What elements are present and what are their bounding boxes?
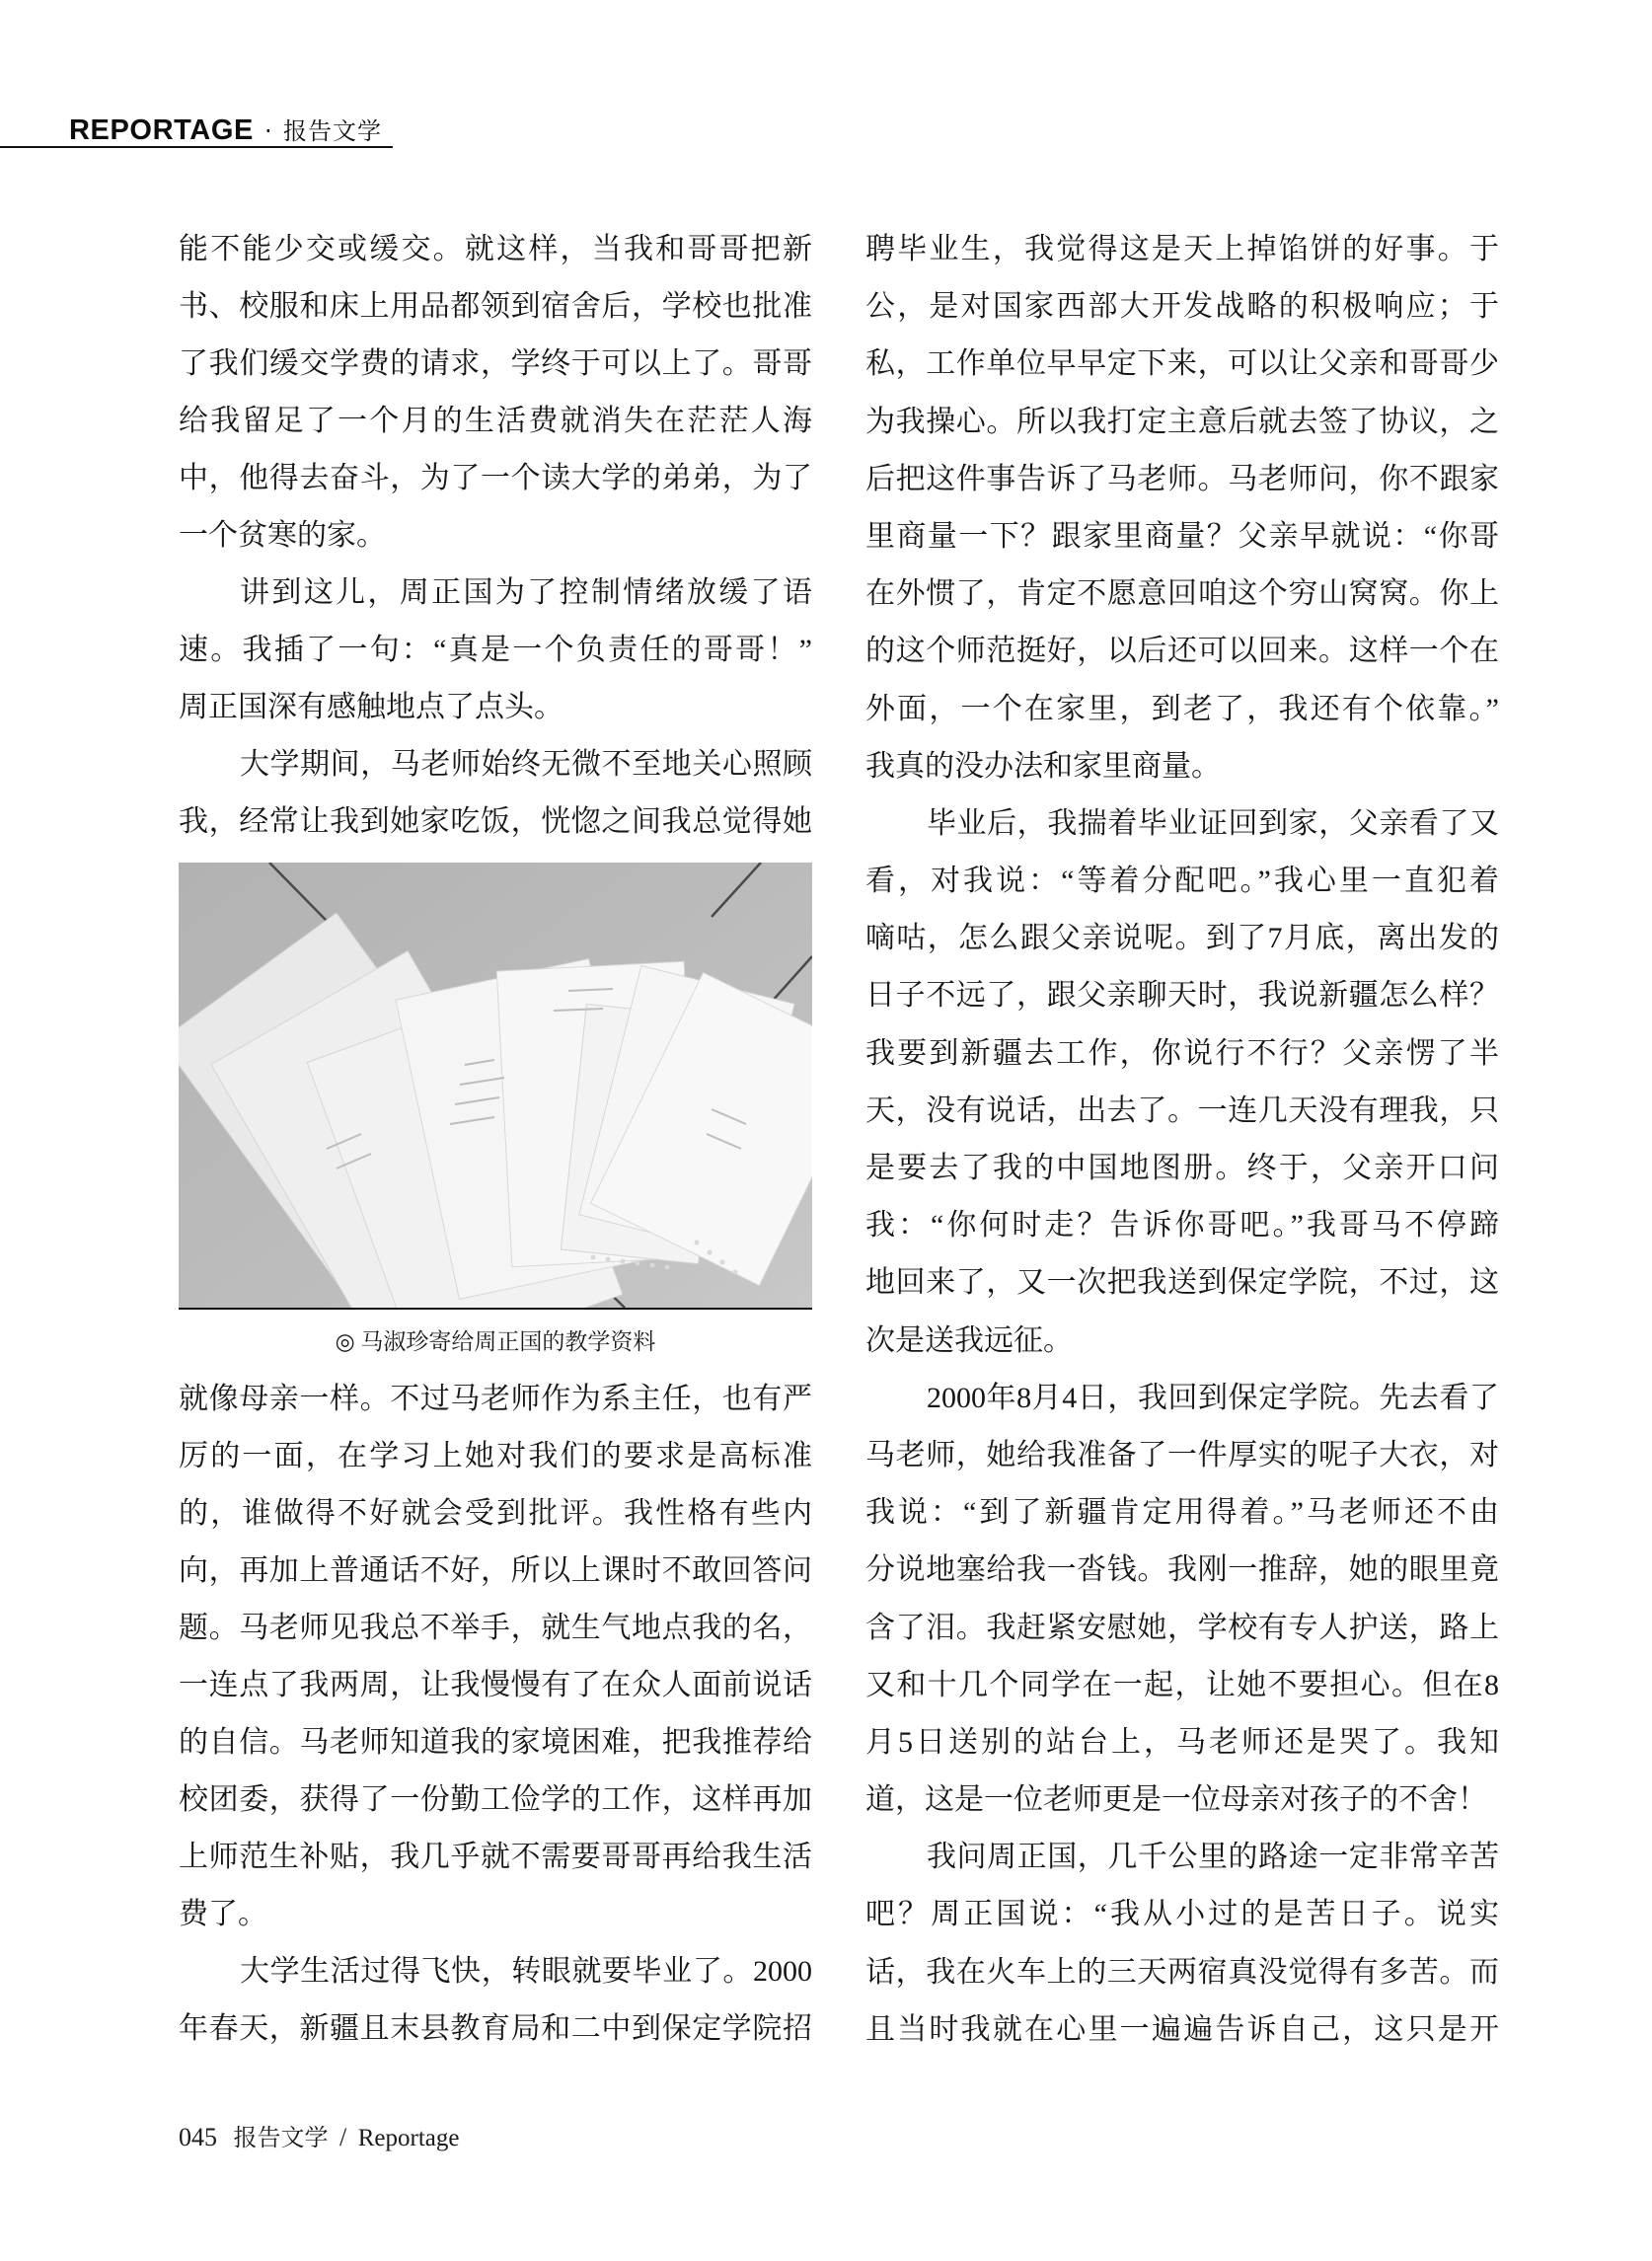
running-header-brand: REPORTAGE xyxy=(69,114,254,146)
text-line: 天，没有说话，出去了。一连几天没有理我，只 xyxy=(865,1093,1499,1127)
running-header-section: 报告文学 xyxy=(283,117,382,145)
text-line: 看，对我说：“等着分配吧。”我心里一直犯着 xyxy=(865,865,1499,898)
text-line: 我问周正国，几千公里的路途一定非常辛苦 xyxy=(927,1841,1499,1874)
text-line: 年春天，新疆且末县教育局和二中到保定学院招 xyxy=(179,2012,812,2045)
text-line: 大学生活过得飞快，转眼就要毕业了。2000 xyxy=(240,1955,812,1988)
photo-caption: ◎ 马淑珍寄给周正国的教学资料 xyxy=(335,1329,656,1354)
footer-separator: / xyxy=(339,2123,347,2151)
text-line: 道，这是一位老师更是一位母亲对孩子的不舍！ xyxy=(865,1783,1487,1817)
text-line: 聘毕业生，我觉得这是天上掉馅饼的好事。于 xyxy=(865,233,1499,265)
text-line: 就像母亲一样。不过马老师作为系主任，也有严 xyxy=(179,1383,812,1415)
left-column-top xyxy=(179,221,812,851)
text-line: 费了。 xyxy=(179,1898,267,1930)
page-number: 045 xyxy=(179,2123,217,2151)
right-column xyxy=(865,221,1499,2059)
running-header-separator: · xyxy=(264,117,272,145)
text-line: 大学期间，马老师始终无微不至地关心照顾 xyxy=(240,748,812,781)
text-line: 中，他得去奋斗，为了一个读大学的弟弟，为了 xyxy=(179,462,812,494)
text-line: 向，再加上普通话不好，所以上课时不敢回答问 xyxy=(179,1554,812,1587)
text-line: 能不能少交或缓交。就这样，当我和哥哥把新 xyxy=(179,233,812,265)
text-line: 话，我在火车上的三天两宿真没觉得有多苦。而 xyxy=(865,1955,1499,1989)
text-line: 后把这件事告诉了马老师。马老师问，你不跟家 xyxy=(865,462,1499,495)
text-line: 含了泪。我赶紧安慰她，学校有专人护送，路上 xyxy=(865,1611,1499,1644)
text-line: 月5日送别的站台上，马老师还是哭了。我知 xyxy=(865,1725,1499,1759)
text-line: 我：“你何时走？告诉你哥吧。”我哥马不停蹄 xyxy=(865,1209,1499,1243)
text-line: 里商量一下？跟家里商量？父亲早就说：“你哥 xyxy=(865,519,1499,553)
text-line: 又和十几个同学在一起，让她不要担心。但在8 xyxy=(865,1668,1499,1701)
text-line: 上师范生补贴，我几乎就不需要哥哥再给我生活 xyxy=(179,1841,812,1873)
text-line: 次是送我远征。 xyxy=(865,1323,1073,1357)
text-line: 2000年8月4日，我回到保定学院。先去看了 xyxy=(927,1381,1499,1414)
journal-name-en: Reportage xyxy=(357,2125,460,2151)
text-line: 厉的一面，在学习上她对我们的要求是高标准 xyxy=(179,1440,812,1472)
header-rule xyxy=(0,146,393,148)
text-line: 的，谁做得不好就会受到批评。我性格有些内 xyxy=(179,1497,812,1530)
text-line: 一个贫寒的家。 xyxy=(179,519,386,552)
text-line: 是要去了我的中国地图册。终于，父亲开口问 xyxy=(865,1152,1499,1184)
text-line: 给我留足了一个月的生活费就消失在茫茫人海 xyxy=(179,405,812,437)
text-line: 题。马老师见我总不举手，就生气地点我的名， xyxy=(179,1612,812,1644)
text-line: 私，工作单位早早定下来，可以让父亲和哥哥少 xyxy=(865,347,1499,381)
text-line: 的这个师范挺好，以后还可以回来。这样一个在 xyxy=(865,635,1499,668)
text-line: 嘀咕，怎么跟父亲说呢。到了7月底，离出发的 xyxy=(865,922,1499,955)
text-line: 公，是对国家西部大开发战略的积极响应；于 xyxy=(865,290,1499,324)
text-line: 且当时我就在心里一遍遍告诉自己，这只是开 xyxy=(865,2012,1499,2046)
text-line: 我，经常让我到她家吃饭，恍惚之间我总觉得她 xyxy=(179,805,812,838)
photo-teaching-materials xyxy=(179,863,812,1310)
text-line: 我说：“到了新疆肯定用得着。”马老师还不由 xyxy=(865,1496,1499,1530)
text-line: 马老师，她给我准备了一件厚实的呢子大衣，对 xyxy=(865,1438,1499,1471)
text-line: 地回来了，又一次把我送到保定学院，不过，这 xyxy=(865,1266,1499,1300)
text-line: 为我操心。所以我打定主意后就去签了协议，之 xyxy=(865,405,1499,438)
text-line: 毕业后，我揣着毕业证回到家，父亲看了又 xyxy=(927,806,1499,840)
text-line: 速。我插了一句：“真是一个负责任的哥哥！” xyxy=(179,634,812,666)
photo-illustration xyxy=(179,863,812,1308)
left-column-bottom xyxy=(179,1371,812,2058)
text-line: 我要到新疆去工作，你说行不行？父亲愣了半 xyxy=(865,1036,1499,1070)
text-line: 讲到这儿，周正国为了控制情绪放缓了语 xyxy=(240,576,812,609)
text-line: 书、校服和床上用品都领到宿舍后，学校也批准 xyxy=(179,290,812,323)
page-footer xyxy=(179,2118,459,2157)
text-line: 我真的没办法和家里商量。 xyxy=(865,749,1221,783)
text-line: 在外惯了，肯定不愿意回咱这个穷山窝窝。你上 xyxy=(865,577,1499,611)
journal-name-cn: 报告文学 xyxy=(233,2126,329,2151)
text-line: 一连点了我两周，让我慢慢有了在众人面前说话 xyxy=(179,1669,812,1701)
text-line: 校团委，获得了一份勤工俭学的工作，这样再加 xyxy=(179,1783,812,1816)
text-line: 周正国深有感触地点了点头。 xyxy=(179,691,563,723)
text-line: 的自信。马老师知道我的家境困难，把我推荐给 xyxy=(179,1726,812,1759)
text-line: 了我们缓交学费的请求，学终于可以上了。哥哥 xyxy=(179,347,812,380)
text-line: 吧？周正国说：“我从小过的是苦日子。说实 xyxy=(865,1898,1499,1931)
text-line: 日子不远了，跟父亲聊天时，我说新疆怎么样？ xyxy=(865,979,1499,1013)
text-line: 分说地塞给我一沓钱。我刚一推辞，她的眼里竟 xyxy=(865,1553,1499,1587)
text-line: 外面，一个在家里，到老了，我还有个依靠。” xyxy=(865,692,1499,725)
